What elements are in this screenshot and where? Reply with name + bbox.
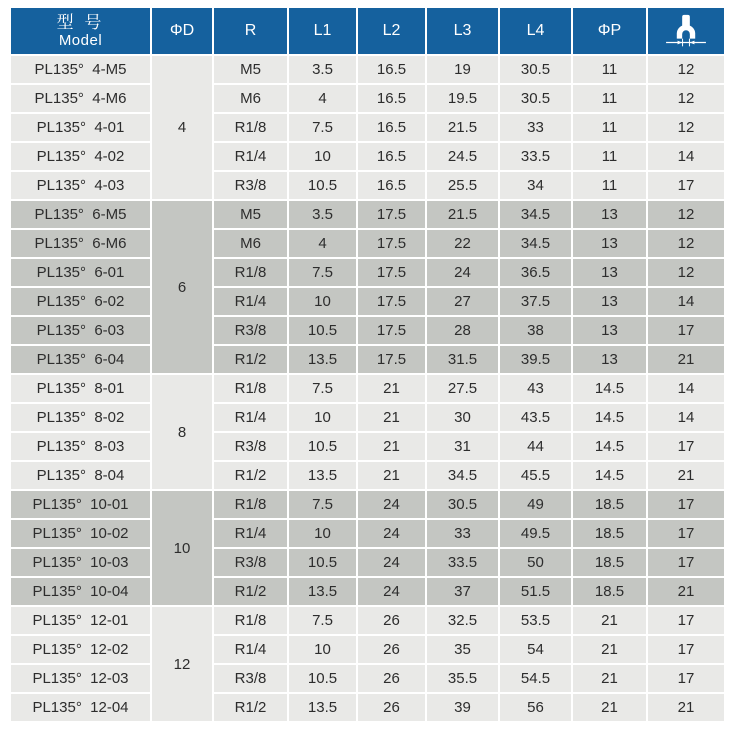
cell-phi_p: 18.5	[573, 491, 646, 518]
cell-l1: 7.5	[289, 491, 356, 518]
cell-model: PL135° 12-02	[11, 636, 150, 663]
cell-phi_p: 14.5	[573, 404, 646, 431]
cell-model: PL135° 4-01	[11, 114, 150, 141]
cell-model: PL135° 10-01	[11, 491, 150, 518]
header-model-en: Model	[58, 32, 103, 50]
cell-wrench: 12	[648, 201, 724, 228]
cell-l1: 13.5	[289, 462, 356, 489]
cell-l1: 7.5	[289, 259, 356, 286]
cell-l4: 37.5	[500, 288, 571, 315]
cell-r: R1/2	[214, 694, 287, 721]
cell-l1: 10.5	[289, 433, 356, 460]
cell-l2: 16.5	[358, 143, 425, 170]
cell-phi_p: 18.5	[573, 578, 646, 605]
cell-l2: 26	[358, 694, 425, 721]
cell-r: R3/8	[214, 549, 287, 576]
cell-l2: 17.5	[358, 259, 425, 286]
cell-l3: 39	[427, 694, 498, 721]
cell-model: PL135° 12-03	[11, 665, 150, 692]
cell-l1: 10	[289, 636, 356, 663]
table-body	[11, 56, 724, 721]
cell-l4: 51.5	[500, 578, 571, 605]
cell-phi_p: 21	[573, 694, 646, 721]
cell-l4: 43	[500, 375, 571, 402]
wrench-width-icon	[648, 8, 724, 54]
cell-phi_p: 21	[573, 607, 646, 634]
table-row	[11, 607, 724, 634]
cell-phi_p: 11	[573, 143, 646, 170]
cell-phi-d: 12	[152, 607, 212, 721]
cell-wrench: 17	[648, 549, 724, 576]
table-row	[11, 694, 724, 721]
header-phi-d: ΦD	[152, 8, 212, 54]
cell-l1: 10	[289, 143, 356, 170]
cell-r: R1/2	[214, 462, 287, 489]
cell-phi-d: 10	[152, 491, 212, 605]
cell-wrench: 17	[648, 607, 724, 634]
cell-r: R3/8	[214, 665, 287, 692]
cell-l2: 17.5	[358, 230, 425, 257]
cell-l3: 22	[427, 230, 498, 257]
cell-r: R1/2	[214, 346, 287, 373]
cell-l4: 33	[500, 114, 571, 141]
table-row	[11, 520, 724, 547]
cell-model: PL135° 10-02	[11, 520, 150, 547]
cell-wrench: 21	[648, 346, 724, 373]
header-l1: L1	[289, 8, 356, 54]
cell-l1: 10	[289, 404, 356, 431]
cell-model: PL135° 8-03	[11, 433, 150, 460]
table-row	[11, 85, 724, 112]
table-row	[11, 491, 724, 518]
cell-phi_p: 11	[573, 85, 646, 112]
cell-l1: 4	[289, 230, 356, 257]
cell-l4: 33.5	[500, 143, 571, 170]
cell-wrench: 14	[648, 288, 724, 315]
cell-l2: 21	[358, 375, 425, 402]
table-row	[11, 288, 724, 315]
table-row	[11, 114, 724, 141]
cell-wrench: 21	[648, 694, 724, 721]
cell-wrench: 17	[648, 317, 724, 344]
cell-l3: 28	[427, 317, 498, 344]
cell-l4: 34	[500, 172, 571, 199]
cell-l2: 17.5	[358, 201, 425, 228]
cell-l3: 24.5	[427, 143, 498, 170]
cell-model: PL135° 6-M6	[11, 230, 150, 257]
cell-wrench: 12	[648, 56, 724, 83]
cell-l4: 44	[500, 433, 571, 460]
cell-l2: 26	[358, 607, 425, 634]
cell-l2: 17.5	[358, 317, 425, 344]
cell-l3: 37	[427, 578, 498, 605]
cell-l3: 33	[427, 520, 498, 547]
cell-l1: 10.5	[289, 172, 356, 199]
cell-l3: 25.5	[427, 172, 498, 199]
cell-l1: 10.5	[289, 549, 356, 576]
table-row	[11, 462, 724, 489]
cell-wrench: 12	[648, 85, 724, 112]
cell-wrench: 12	[648, 114, 724, 141]
cell-l1: 13.5	[289, 346, 356, 373]
cell-r: R1/8	[214, 259, 287, 286]
cell-l2: 26	[358, 636, 425, 663]
cell-model: PL135° 6-M5	[11, 201, 150, 228]
cell-l2: 16.5	[358, 85, 425, 112]
cell-r: R1/8	[214, 491, 287, 518]
cell-l1: 13.5	[289, 578, 356, 605]
cell-l3: 30	[427, 404, 498, 431]
cell-l4: 36.5	[500, 259, 571, 286]
header-row	[11, 8, 724, 54]
table-row	[11, 201, 724, 228]
header-phi-p: ΦP	[573, 8, 646, 54]
cell-l4: 54	[500, 636, 571, 663]
cell-l3: 34.5	[427, 462, 498, 489]
cell-r: R1/8	[214, 607, 287, 634]
cell-model: PL135° 8-01	[11, 375, 150, 402]
cell-l3: 30.5	[427, 491, 498, 518]
table-header	[11, 8, 724, 54]
cell-l2: 16.5	[358, 172, 425, 199]
cell-l4: 54.5	[500, 665, 571, 692]
cell-l3: 19	[427, 56, 498, 83]
cell-l1: 7.5	[289, 607, 356, 634]
table-row	[11, 404, 724, 431]
cell-model: PL135° 8-02	[11, 404, 150, 431]
cell-l4: 53.5	[500, 607, 571, 634]
cell-l2: 21	[358, 404, 425, 431]
cell-l3: 19.5	[427, 85, 498, 112]
cell-l4: 49.5	[500, 520, 571, 547]
table-row	[11, 143, 724, 170]
cell-l3: 35.5	[427, 665, 498, 692]
table-row	[11, 636, 724, 663]
header-l4: L4	[500, 8, 571, 54]
cell-model: PL135° 4-02	[11, 143, 150, 170]
cell-r: R1/4	[214, 520, 287, 547]
cell-l1: 3.5	[289, 201, 356, 228]
cell-r: R1/4	[214, 404, 287, 431]
cell-phi_p: 13	[573, 317, 646, 344]
cell-phi_p: 13	[573, 346, 646, 373]
table-row	[11, 375, 724, 402]
cell-phi_p: 21	[573, 665, 646, 692]
cell-l1: 10.5	[289, 317, 356, 344]
cell-l2: 17.5	[358, 288, 425, 315]
cell-model: PL135° 4-M6	[11, 85, 150, 112]
cell-phi_p: 11	[573, 172, 646, 199]
header-r: R	[214, 8, 287, 54]
cell-r: R1/4	[214, 288, 287, 315]
cell-l4: 45.5	[500, 462, 571, 489]
cell-l3: 27	[427, 288, 498, 315]
cell-l4: 34.5	[500, 230, 571, 257]
cell-l1: 7.5	[289, 114, 356, 141]
cell-r: R3/8	[214, 317, 287, 344]
cell-l3: 21.5	[427, 114, 498, 141]
cell-wrench: 17	[648, 520, 724, 547]
cell-l3: 33.5	[427, 549, 498, 576]
header-wrench	[648, 8, 724, 54]
cell-l4: 34.5	[500, 201, 571, 228]
cell-r: M6	[214, 85, 287, 112]
table-row	[11, 259, 724, 286]
cell-l4: 43.5	[500, 404, 571, 431]
table-row	[11, 346, 724, 373]
cell-l4: 30.5	[500, 85, 571, 112]
cell-model: PL135° 8-04	[11, 462, 150, 489]
cell-l2: 24	[358, 520, 425, 547]
header-model	[11, 8, 150, 54]
cell-model: PL135° 10-04	[11, 578, 150, 605]
cell-phi_p: 13	[573, 230, 646, 257]
spec-table	[9, 6, 726, 723]
table-row	[11, 172, 724, 199]
table-row	[11, 549, 724, 576]
cell-l3: 27.5	[427, 375, 498, 402]
cell-l1: 7.5	[289, 375, 356, 402]
cell-l1: 10	[289, 520, 356, 547]
cell-l3: 35	[427, 636, 498, 663]
cell-phi_p: 18.5	[573, 549, 646, 576]
cell-l2: 24	[358, 578, 425, 605]
cell-l4: 50	[500, 549, 571, 576]
cell-l2: 24	[358, 491, 425, 518]
cell-phi_p: 14.5	[573, 433, 646, 460]
cell-r: R1/8	[214, 114, 287, 141]
cell-l2: 24	[358, 549, 425, 576]
cell-wrench: 17	[648, 433, 724, 460]
cell-phi_p: 21	[573, 636, 646, 663]
cell-r: R1/4	[214, 636, 287, 663]
cell-wrench: 14	[648, 143, 724, 170]
table-row	[11, 665, 724, 692]
table-row	[11, 578, 724, 605]
cell-wrench: 14	[648, 404, 724, 431]
cell-wrench: 17	[648, 172, 724, 199]
cell-wrench: 17	[648, 491, 724, 518]
cell-model: PL135° 12-01	[11, 607, 150, 634]
cell-l4: 49	[500, 491, 571, 518]
cell-l1: 3.5	[289, 56, 356, 83]
cell-model: PL135° 4-03	[11, 172, 150, 199]
cell-l2: 21	[358, 462, 425, 489]
cell-phi_p: 13	[573, 288, 646, 315]
cell-l3: 31	[427, 433, 498, 460]
cell-l4: 30.5	[500, 56, 571, 83]
cell-l1: 13.5	[289, 694, 356, 721]
cell-model: PL135° 6-03	[11, 317, 150, 344]
cell-wrench: 21	[648, 462, 724, 489]
cell-model: PL135° 6-01	[11, 259, 150, 286]
cell-phi_p: 13	[573, 201, 646, 228]
cell-l1: 10.5	[289, 665, 356, 692]
cell-r: R3/8	[214, 433, 287, 460]
header-model-zh: 型 号	[56, 13, 105, 33]
cell-wrench: 17	[648, 636, 724, 663]
cell-r: R1/8	[214, 375, 287, 402]
cell-l2: 16.5	[358, 114, 425, 141]
table-row	[11, 317, 724, 344]
cell-r: M6	[214, 230, 287, 257]
cell-l2: 17.5	[358, 346, 425, 373]
table-row	[11, 230, 724, 257]
cell-r: M5	[214, 201, 287, 228]
cell-r: R1/2	[214, 578, 287, 605]
cell-phi-d: 6	[152, 201, 212, 373]
cell-model: PL135° 6-04	[11, 346, 150, 373]
header-l2: L2	[358, 8, 425, 54]
cell-l3: 21.5	[427, 201, 498, 228]
cell-l4: 56	[500, 694, 571, 721]
cell-wrench: 12	[648, 259, 724, 286]
cell-r: R1/4	[214, 143, 287, 170]
cell-phi_p: 11	[573, 114, 646, 141]
cell-phi_p: 14.5	[573, 375, 646, 402]
cell-phi_p: 18.5	[573, 520, 646, 547]
cell-phi-d: 4	[152, 56, 212, 199]
cell-l3: 31.5	[427, 346, 498, 373]
cell-r: M5	[214, 56, 287, 83]
cell-l3: 32.5	[427, 607, 498, 634]
cell-phi_p: 14.5	[573, 462, 646, 489]
cell-phi_p: 13	[573, 259, 646, 286]
cell-l2: 16.5	[358, 56, 425, 83]
cell-model: PL135° 4-M5	[11, 56, 150, 83]
cell-l1: 4	[289, 85, 356, 112]
cell-l4: 39.5	[500, 346, 571, 373]
cell-l3: 24	[427, 259, 498, 286]
cell-wrench: 17	[648, 665, 724, 692]
table-row	[11, 56, 724, 83]
cell-phi_p: 11	[573, 56, 646, 83]
cell-l2: 26	[358, 665, 425, 692]
cell-wrench: 14	[648, 375, 724, 402]
cell-wrench: 12	[648, 230, 724, 257]
cell-model: PL135° 10-03	[11, 549, 150, 576]
table-row	[11, 433, 724, 460]
cell-wrench: 21	[648, 578, 724, 605]
cell-model: PL135° 6-02	[11, 288, 150, 315]
header-l3: L3	[427, 8, 498, 54]
cell-phi-d: 8	[152, 375, 212, 489]
cell-r: R3/8	[214, 172, 287, 199]
cell-model: PL135° 12-04	[11, 694, 150, 721]
cell-l1: 10	[289, 288, 356, 315]
cell-l4: 38	[500, 317, 571, 344]
cell-l2: 21	[358, 433, 425, 460]
